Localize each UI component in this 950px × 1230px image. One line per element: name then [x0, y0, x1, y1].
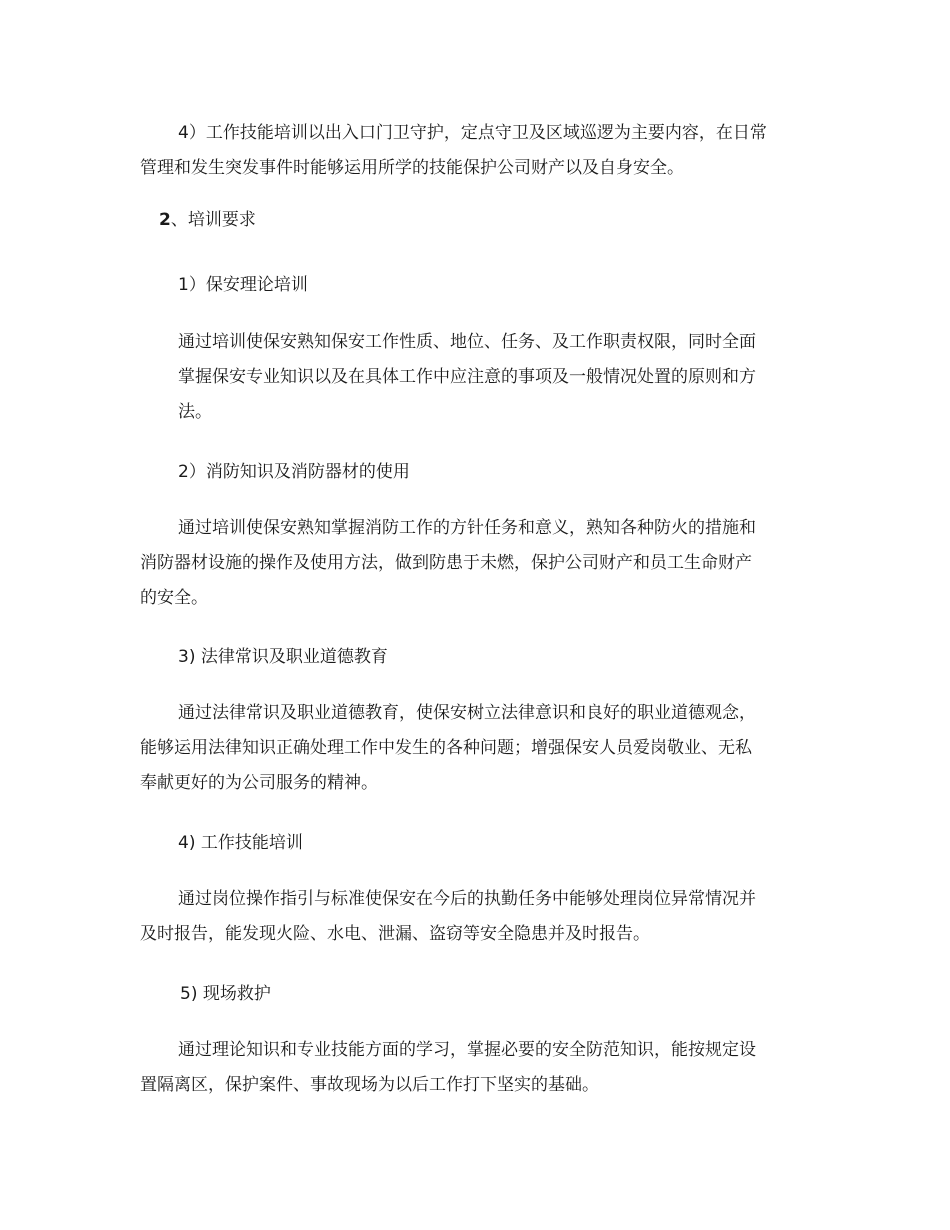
- paragraph-line: 管理和发生突发事件时能够运用所学的技能保护公司财产以及自身安全。: [140, 158, 684, 178]
- item-heading: 2）消防知识及消防器材的使用: [178, 462, 410, 482]
- paragraph-line: 通过培训使保安熟知掌握消防工作的方针任务和意义，熟知各种防火的措施和: [178, 518, 756, 538]
- item-paragraph: [178, 325, 820, 430]
- item-heading: 4) 工作技能培训: [178, 833, 303, 853]
- item-paragraph: [140, 882, 820, 952]
- paragraph-line: 及时报告，能发现火险、水电、泄漏、盗窃等安全隐患并及时报告。: [140, 924, 650, 944]
- paragraph-line: 的安全。: [140, 588, 208, 608]
- paragraph-line: 通过培训使保安熟知保安工作性质、地位、任务、及工作职责权限，同时全面: [178, 332, 756, 352]
- paragraph-line: 掌握保安专业知识以及在具体工作中应注意的事项及一般情况处置的原则和方: [178, 367, 756, 387]
- paragraph-line: 奉献更好的为公司服务的精神。: [140, 773, 378, 793]
- section-heading: [159, 203, 256, 238]
- paragraph-line: 消防器材设施的操作及使用方法，做到防患于未燃，保护公司财产和员工生命财产: [140, 553, 752, 573]
- item-heading: 5) 现场救护: [180, 984, 271, 1004]
- paragraph-intro: [140, 116, 820, 186]
- paragraph-line: 4）工作技能培训以出入口门卫守护，定点守卫及区域巡逻为主要内容，在日常: [178, 123, 767, 143]
- section-title: 、培训要求: [170, 210, 256, 230]
- item-heading: 1）保安理论培训: [178, 275, 308, 295]
- paragraph-line: 通过法律常识及职业道德教育，使保安树立法律意识和良好的职业道德观念，: [178, 703, 756, 723]
- item-paragraph: [140, 696, 820, 801]
- paragraph-line: 通过岗位操作指引与标准使保安在今后的执勤任务中能够处理岗位异常情况并: [178, 889, 756, 909]
- paragraph-line: 能够运用法律知识正确处理工作中发生的各种问题；增强保安人员爱岗敬业、无私: [140, 738, 752, 758]
- item-paragraph: [140, 1033, 820, 1103]
- item-paragraph: [140, 511, 820, 616]
- section-number: 2: [159, 210, 171, 230]
- paragraph-line: 法。: [178, 402, 212, 422]
- item-heading: 3) 法律常识及职业道德教育: [178, 647, 388, 667]
- paragraph-line: 通过理论知识和专业技能方面的学习，掌握必要的安全防范知识，能按规定设: [178, 1040, 756, 1060]
- paragraph-line: 置隔离区，保护案件、事故现场为以后工作打下坚实的基础。: [140, 1075, 599, 1095]
